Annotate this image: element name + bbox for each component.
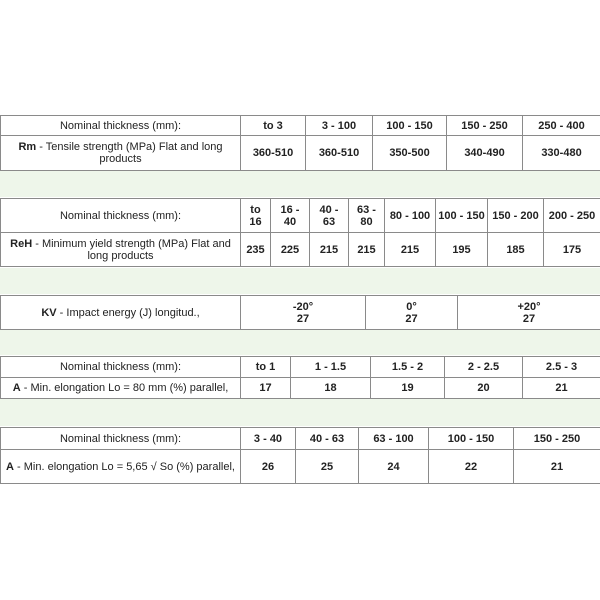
- column-header: 200 - 250: [544, 199, 600, 233]
- row-label: [1, 233, 241, 267]
- table-cell: [366, 296, 458, 330]
- row-description: - Impact energy (J) longitud.,: [56, 306, 200, 319]
- column-header: 63 - 80: [349, 199, 385, 233]
- column-header: to 3: [241, 116, 306, 136]
- table-cell: 26: [241, 450, 296, 484]
- column-header: 100 - 150: [436, 199, 488, 233]
- column-header: 1.5 - 2: [371, 357, 445, 378]
- header-label: Nominal thickness (mm):: [1, 428, 241, 450]
- row-description: - Min. elongation Lo = 5,65 √ So (%) parallel,: [13, 460, 235, 473]
- row-symbol: A: [6, 460, 14, 473]
- row-description: - Tensile strength (MPa) Flat and long products: [36, 141, 223, 165]
- elongation-lo80-table: [0, 356, 600, 399]
- table-cell: 215: [310, 233, 349, 267]
- table-cell: [241, 296, 366, 330]
- table-cell: 17: [241, 378, 291, 399]
- table-cell: 340-490: [447, 136, 523, 171]
- separator: [0, 268, 600, 294]
- table-row: [1, 233, 600, 267]
- impact-value: 27: [405, 312, 418, 325]
- column-header: 3 - 100: [306, 116, 373, 136]
- table-cell: 24: [359, 450, 429, 484]
- column-header: 16 - 40: [271, 199, 310, 233]
- column-header: to 1: [241, 357, 291, 378]
- separator: [0, 398, 600, 426]
- table-cell: 20: [445, 378, 523, 399]
- table-cell: 235: [241, 233, 271, 267]
- table-cell: 21: [523, 378, 600, 399]
- yield-strength-table: [0, 198, 600, 267]
- column-header: 150 - 250: [514, 428, 600, 450]
- table-row: [1, 136, 600, 171]
- separator: [0, 171, 600, 197]
- elongation-so-table: [0, 427, 600, 484]
- row-label: [1, 450, 241, 484]
- row-symbol: Rm: [18, 141, 37, 153]
- table-cell: 215: [349, 233, 385, 267]
- row-label: [1, 378, 241, 399]
- impact-value: 27: [296, 312, 310, 325]
- column-header: 100 - 150: [429, 428, 514, 450]
- table-cell: 22: [429, 450, 514, 484]
- column-header: 150 - 250: [447, 116, 523, 136]
- table-cell: 21: [514, 450, 600, 484]
- impact-energy-table: [0, 295, 600, 330]
- table-cell: 195: [436, 233, 488, 267]
- table-cell: 185: [488, 233, 544, 267]
- table-cell: 360-510: [306, 136, 373, 171]
- table-row: [1, 116, 600, 136]
- table-row: [1, 296, 600, 330]
- table-row: [1, 357, 600, 378]
- temperature: 0°: [406, 300, 417, 313]
- table-cell: 215: [385, 233, 436, 267]
- temperature: +20°: [517, 300, 541, 313]
- column-header: 80 - 100: [385, 199, 436, 233]
- table-cell: 175: [544, 233, 600, 267]
- table-cell: 360-510: [241, 136, 306, 171]
- table-row: [1, 199, 600, 233]
- row-symbol: KV: [41, 306, 57, 319]
- column-header: 40 - 63: [310, 199, 349, 233]
- table-cell: 19: [371, 378, 445, 399]
- column-header: 100 - 150: [373, 116, 447, 136]
- row-symbol: ReH: [10, 237, 33, 250]
- column-header: 40 - 63: [296, 428, 359, 450]
- column-header: 3 - 40: [241, 428, 296, 450]
- column-header: 2.5 - 3: [523, 357, 600, 378]
- row-label: [1, 296, 241, 330]
- table-cell: 225: [271, 233, 310, 267]
- header-label: Nominal thickness (mm):: [1, 357, 241, 378]
- temperature: -20°: [292, 300, 314, 313]
- table-cell: 18: [291, 378, 371, 399]
- table-cell: [458, 296, 600, 330]
- table-cell: 350-500: [373, 136, 447, 171]
- row-symbol: A: [12, 382, 21, 394]
- column-header: 63 - 100: [359, 428, 429, 450]
- column-header: 2 - 2.5: [445, 357, 523, 378]
- separator: [0, 330, 600, 355]
- row-description: - Minimum yield strength (MPa) Flat and long products: [32, 237, 231, 262]
- column-header: 1 - 1.5: [291, 357, 371, 378]
- column-header: 150 - 200: [488, 199, 544, 233]
- column-header: to 16: [241, 199, 271, 233]
- table-cell: 330-480: [523, 136, 600, 171]
- table-cell: 25: [296, 450, 359, 484]
- row-label: [1, 136, 241, 171]
- table-row: [1, 428, 600, 450]
- impact-value: 27: [522, 312, 536, 325]
- column-header: 250 - 400: [523, 116, 600, 136]
- table-row: [1, 378, 600, 399]
- tensile-strength-table: [0, 115, 600, 171]
- header-label: Nominal thickness (mm):: [1, 116, 241, 136]
- table-row: [1, 450, 600, 484]
- row-description: - Min. elongation Lo = 80 mm (%) parallel,: [20, 382, 229, 394]
- header-label: Nominal thickness (mm):: [1, 199, 241, 233]
